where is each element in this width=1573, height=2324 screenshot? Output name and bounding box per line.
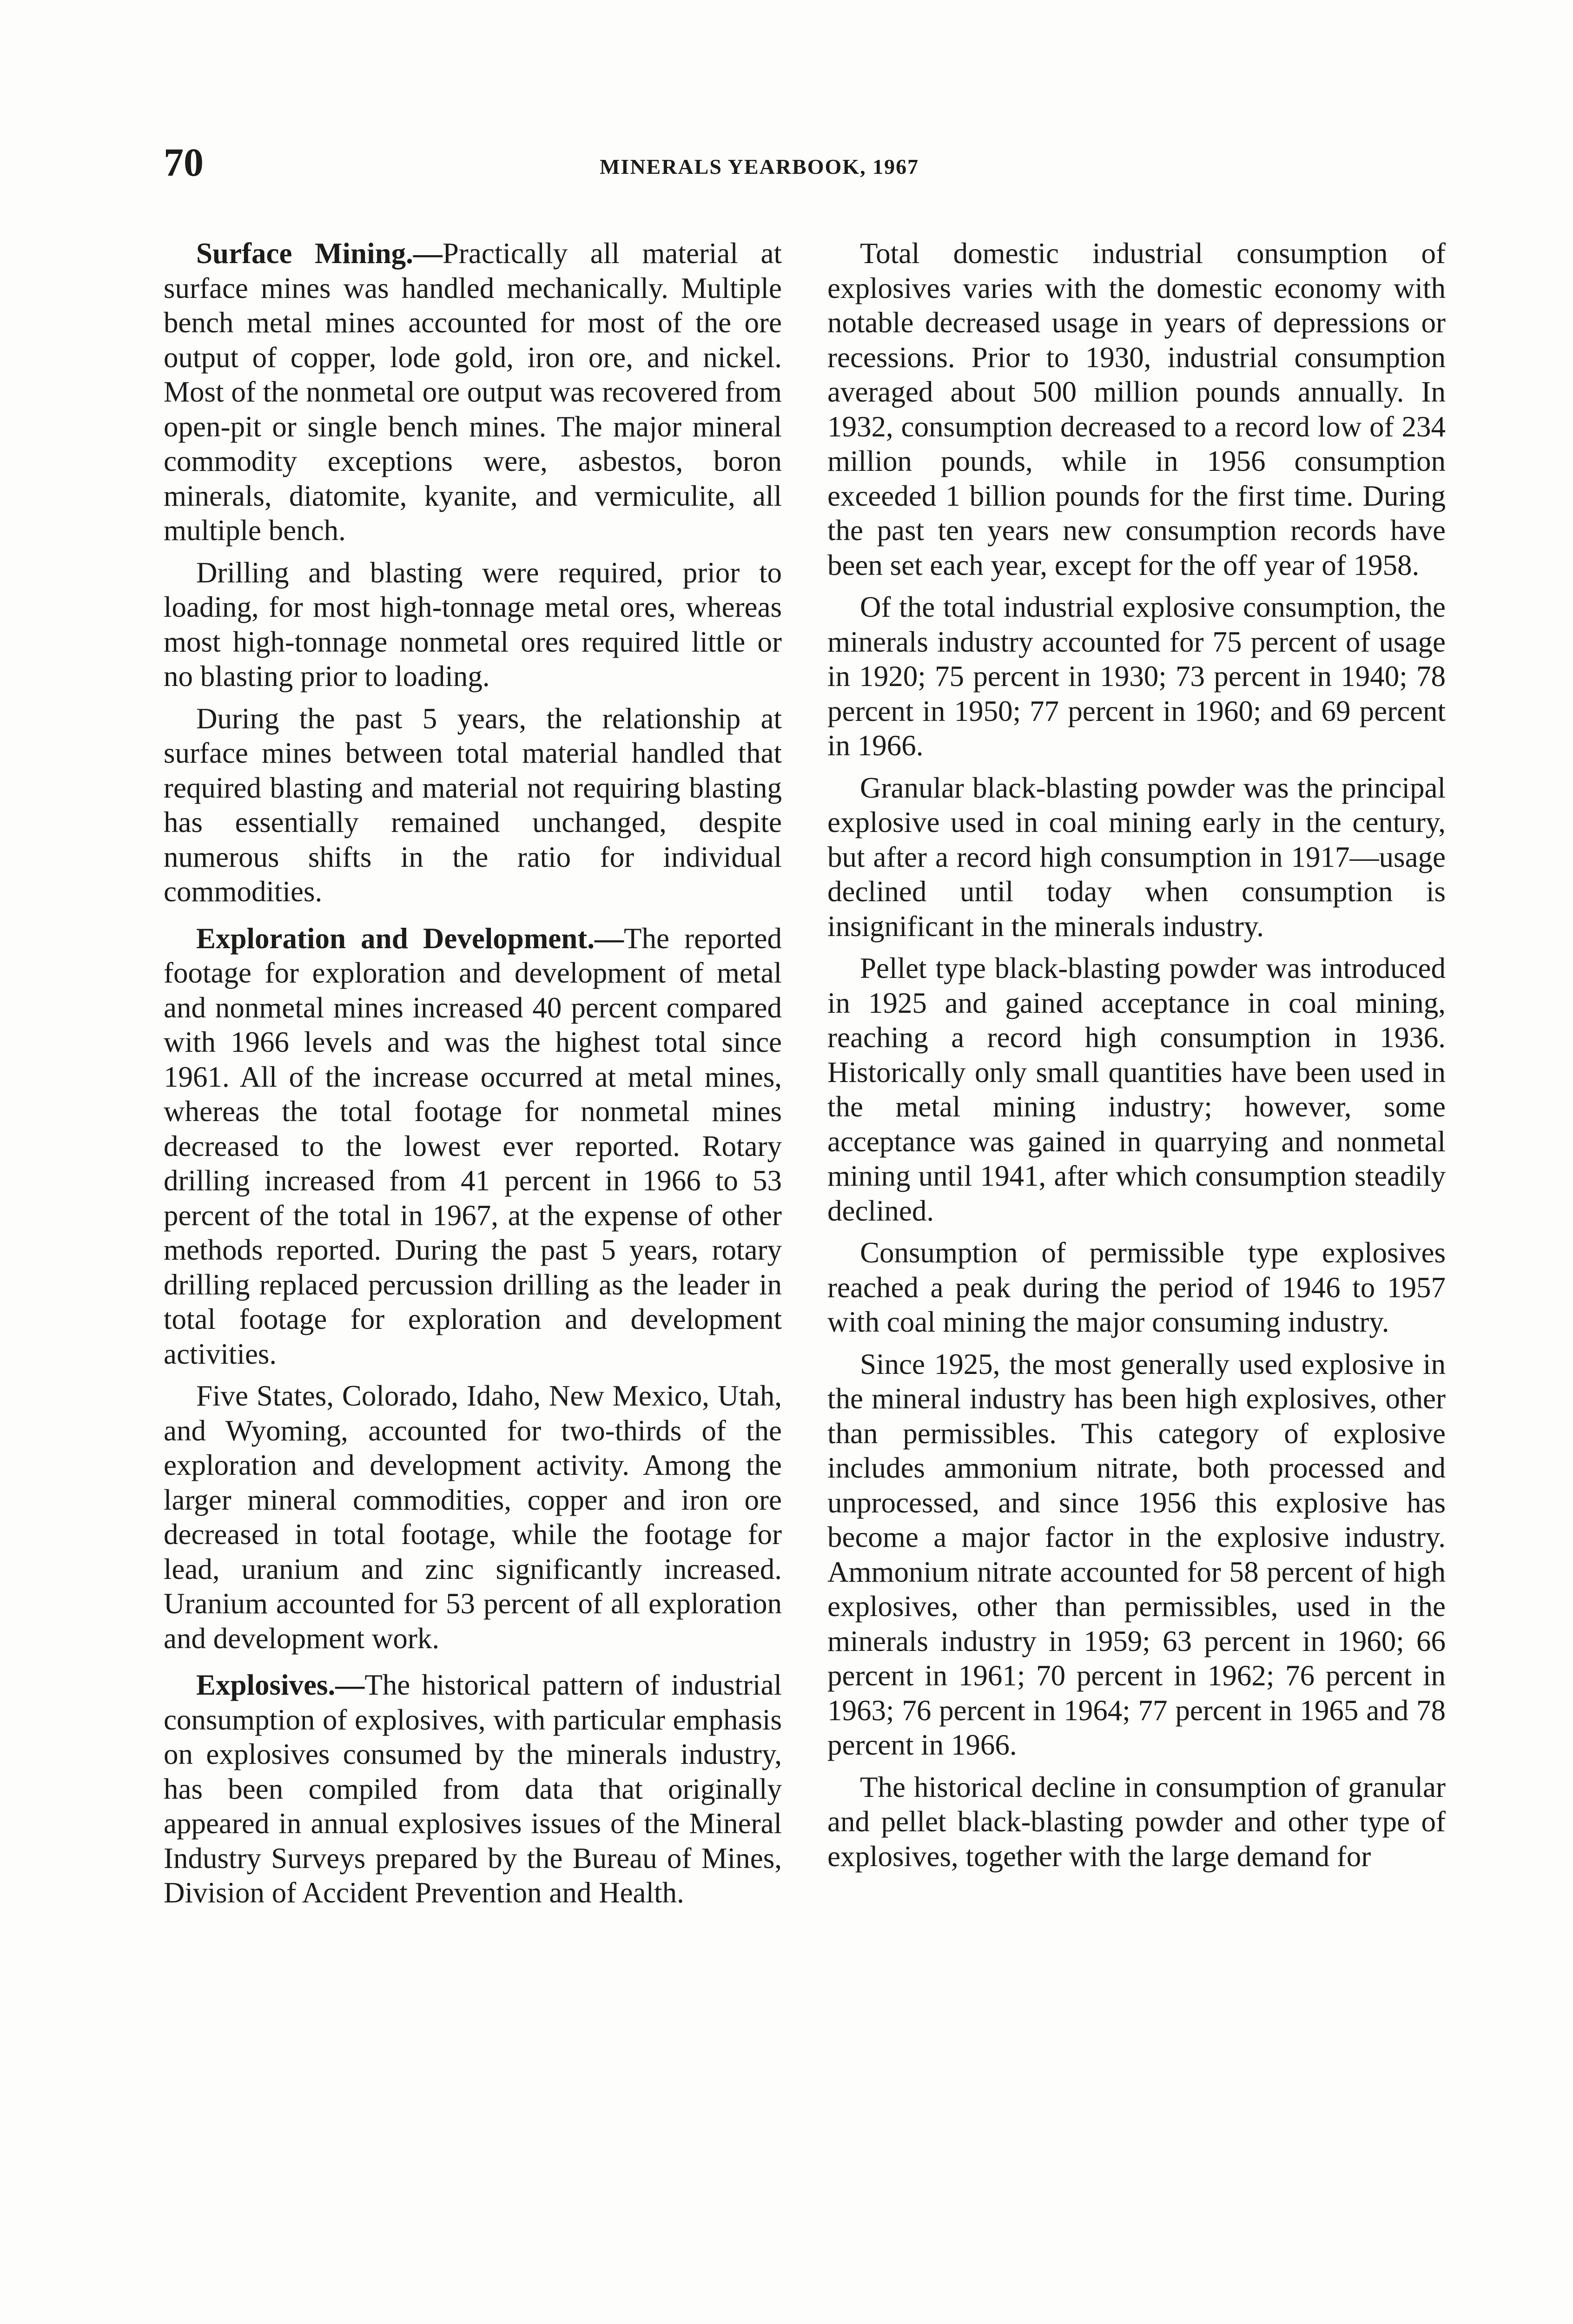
paragraph-historical-decline: The historical decline in consumption of granular and pellet black-blasting powder and other type of explosives, together with the large demand for bbox=[827, 1770, 1446, 1873]
paragraph-high-explosives: Since 1925, the most generally used explosive in the mineral industry has been high explosives, other than permissibles. This category of explosive includes ammonium nitrate, both processed and unprocessed, and since 1956 this explosive has become a major factor in the explosive industry. Ammonium nitrate accounted for 58 percent of high explosives, other than permissibles, used in the minerals industry in 1959; 63 percent in 1960; 66 percent in 1961; 70 percent in 1962; 76 percent in 1963; 76 percent in 1964; 77 percent in 1965 and 78 percent in 1966. bbox=[827, 1347, 1446, 1761]
right-column bbox=[827, 236, 1446, 1881]
paragraph-text: Practically all material at surface mines was handled mechanically. Multiple bench metal mines accounted for most of the ore output of copper, lode gold, iron ore, and nickel. Most of the nonmetal ore output was recovered from open-pit or single bench mines. The major mineral commodity exceptions were, asbestos, boron minerals, diatomite, kyanite, and vermiculite, all multiple bench. bbox=[164, 237, 782, 547]
paragraph-minerals-share: Of the total industrial explosive consumption, the minerals industry accounted for 75 percent of usage in 1920; 75 percent in 1930; 73 percent in 1940; 78 percent in 1950; 77 percent in 1960; and 69 percent in 1966. bbox=[827, 591, 1446, 762]
paragraph-total-consumption: Total domestic industrial consumption of explosives varies with the domestic economy with notable decreased usage in years of depressions or recessions. Prior to 1930, industrial consumption averaged about 500 million pounds annually. In 1932, consumption decreased to a record low of 234 million pounds, while in 1956 consumption exceeded 1 billion pounds for the first time. During the past ten years new consumption records have been set each year, except for the off year of 1958. bbox=[827, 237, 1446, 581]
running-title: MINERALS YEARBOOK, 1967 bbox=[600, 155, 919, 178]
paragraph-exploration bbox=[164, 921, 782, 1372]
section-heading-surface-mining: Surface Mining.— bbox=[196, 237, 443, 270]
paragraph-surface-relationship: During the past 5 years, the relationship at surface mines between total material handled that required blasting and material not requiring blasting has essentially remained unchanged, despite numerous shifts in the ratio for individual commodities. bbox=[164, 702, 782, 908]
section-heading-explosives: Explosives.— bbox=[196, 1669, 365, 1701]
paragraph-surface-mining bbox=[164, 236, 782, 548]
page-number: 70 bbox=[164, 140, 204, 185]
paragraph-five-states: Five States, Colorado, Idaho, New Mexico, Utah, and Wyoming, accounted for two-thirds of the exploration and development activity. Among the larger mineral commodities, copper and iron ore decreased in total footage, while the footage for lead, uranium and zinc significantly increased. Uranium accounted for 53 percent of all exploration and development work. bbox=[164, 1380, 782, 1655]
section-heading-exploration: Exploration and Development.— bbox=[196, 922, 624, 955]
paragraph-explosives bbox=[164, 1668, 782, 1910]
paragraph-text: The historical pattern of industrial consumption of explosives, with particular emphasis on explosives consumed by the minerals industry, has been compiled from data that originally appeared in annual explosives issues of the Mineral Industry Surveys prepared by the Bureau of Mines, Division of Accident Prevention and Health. bbox=[164, 1669, 782, 1909]
paragraph-text: The reported footage for exploration and development of metal and nonmetal mines increased 40 percent compared with 1966 levels and was the highest total since 1961. All of the increase occurred at metal mines, whereas the total footage for nonmetal mines decreased to the lowest ever reported. Rotary drilling increased from 41 percent in 1966 to 53 percent of the total in 1967, at the expense of other methods reported. During the past 5 years, rotary drilling replaced percussion drilling as the leader in total footage for exploration and development activities. bbox=[164, 922, 782, 1370]
left-column bbox=[164, 236, 782, 1918]
paragraph-permissibles: Consumption of permissible type explosives reached a peak during the period of 1946 to 1957 with coal mining the major consuming industry. bbox=[827, 1236, 1446, 1338]
paragraph-pellet-powder: Pellet type black-blasting powder was introduced in 1925 and gained acceptance in coal mining, reaching a record high consumption in 1936. Historically only small quantities have been used in the metal mining industry; however, some acceptance was gained in quarrying and nonmetal mining until 1941, after which consumption steadily declined. bbox=[827, 952, 1446, 1227]
paragraph-granular-powder: Granular black-blasting powder was the principal explosive used in coal mining early in the century, but after a record high consumption in 1917—usage declined until today when consumption is insignificant in the minerals industry. bbox=[827, 771, 1446, 943]
paragraph-drilling-blasting: Drilling and blasting were required, prior to loading, for most high-tonnage metal ores, whereas most high-tonnage nonmetal ores required little or no blasting prior to loading. bbox=[164, 556, 782, 693]
